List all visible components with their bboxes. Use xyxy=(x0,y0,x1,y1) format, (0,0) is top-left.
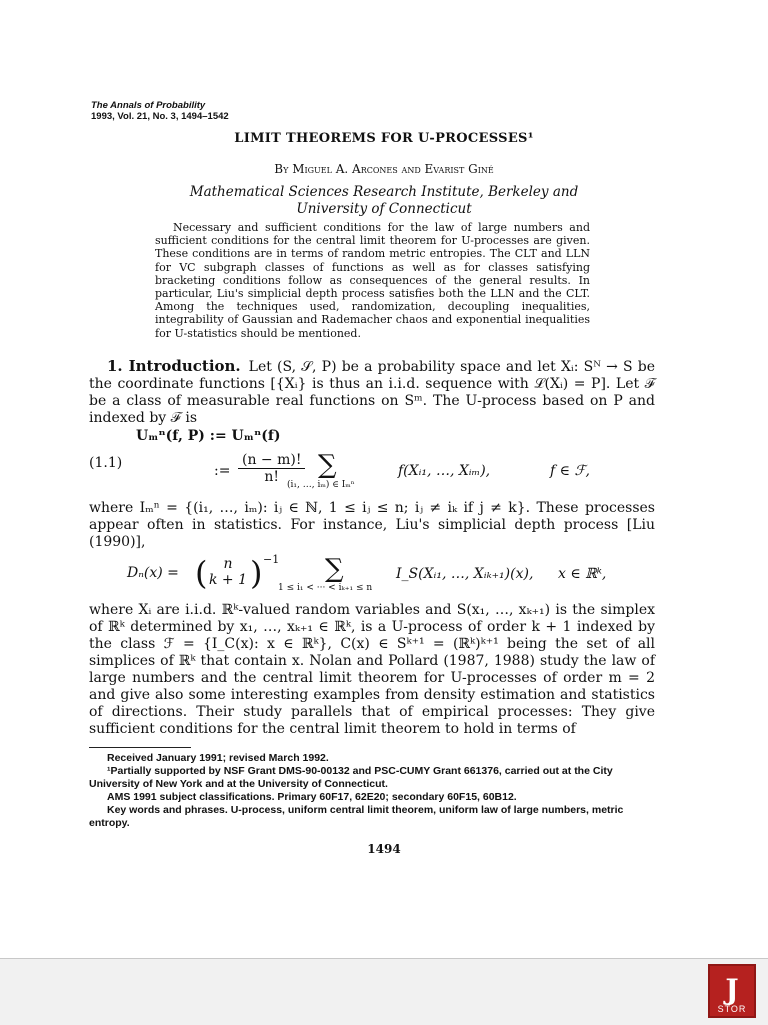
binom-left-paren: ( xyxy=(195,554,208,592)
institution xyxy=(0,184,768,218)
journal-ref: 1993, Vol. 21, No. 3, 1494–1542 xyxy=(91,111,229,122)
equation-2-summand: I_S(Xᵢ₁, …, Xᵢₖ₊₁)(x), xyxy=(396,566,534,582)
journal-header xyxy=(91,100,229,122)
binom-bottom: k + 1 xyxy=(208,572,248,588)
jstor-logo[interactable] xyxy=(708,964,756,1018)
sum-symbol-1: ∑ xyxy=(318,450,337,480)
equation-1-denominator: n! xyxy=(264,469,280,485)
equation-1-summand: f(Xᵢ₁, …, Xᵢₘ), xyxy=(398,463,491,479)
equation-1-sum-index: (i₁, …, iₘ) ∈ Iₘⁿ xyxy=(287,480,355,490)
footnote-1: ¹Partially supported by NSF Grant DMS-90-00132 and PSC-CUMY Grant 661376, carried out at the City University of New York and at the University of Connecticut. xyxy=(89,765,613,790)
equation-1-label: (1.1) xyxy=(89,455,123,471)
page-number: 1494 xyxy=(367,842,401,856)
keywords: Key words and phrases. U-process, uniform central limit theorem, uniform law of large numbers, metric entropy. xyxy=(89,804,624,829)
sum-symbol-2: ∑ xyxy=(325,554,344,584)
intro-paragraph-3: where Xᵢ are i.i.d. ℝᵏ-valued random variables and S(x₁, …, xₖ₊₁) is the simplex of ℝᵏ determined by x₁, …, xₖ₊₁ ∈ ℝᵏ, is a U-process of order k + 1 indexed by the class ℱ = {I_C(x): x ∈ ℝᵏ}, C(x) ∈ Sᵏ⁺¹ = (ℝᵏ)ᵏ⁺¹ being the set of all simplices of ℝᵏ that contain x. Nolan and Pollard (1987, 1988) study the law of large numbers and the central limit theorem for U-processes of order m = 2 and give also some interesting examples from density estimation and statistics of directions. Their study parallels that of empirical processes: They give sufficient conditions for the central limit theorem to hold in terms of xyxy=(89,602,655,737)
footnotes xyxy=(89,752,655,830)
authors: By Miguel A. Arcones and Evarist Giné xyxy=(274,162,494,176)
equation-2-binom xyxy=(206,556,250,588)
logo-letter: J xyxy=(725,973,739,1006)
institution-line1: Mathematical Sciences Research Institute, Berkeley and xyxy=(189,184,579,200)
ams-classification: AMS 1991 subject classifications. Primary 60F17, 62E20; secondary 60F15, 60B12. xyxy=(107,791,517,803)
paper-title: LIMIT THEOREMS FOR U-PROCESSES¹ xyxy=(234,131,534,146)
equation-1-numerator: (n − m)! xyxy=(238,452,305,469)
equation-1-assign: := xyxy=(214,463,231,479)
equation-1-line1: Uₘⁿ(f, P) := Uₘⁿ(f) xyxy=(136,428,281,444)
footer-bar xyxy=(0,958,768,1025)
intro-paragraph-2: where Iₘⁿ = {(i₁, …, iₘ): iⱼ ∈ ℕ, 1 ≤ iⱼ ≤ n; iⱼ ≠ iₖ if j ≠ k}. These processes appear often in statistics. For instance, Liu's simplicial depth process [Liu (1990)], xyxy=(89,500,655,550)
abstract: Necessary and sufficient conditions for the law of large numbers and sufficient conditions for the central limit theorem for U-processes are given. These conditions are in terms of random metric entropies. The CLT and LLN for VC subgraph classes of functions as well as for classes satisfying bracketing conditions follow as consequences of the general results. In particular, Liu's simplicial depth process satisfies both the LLN and the CLT. Among the techniques used, randomization, decoupling inequalities, integrability of Gaussian and Rademacher chaos and exponential inequalities for U-statistics should be mentioned. xyxy=(155,221,590,340)
equation-1-condition: f ∈ ℱ, xyxy=(550,463,590,479)
equation-2-lhs: Dₙ(x) = xyxy=(127,565,179,581)
journal-name: The Annals of Probability xyxy=(91,100,206,111)
equation-2-condition: x ∈ ℝᵏ, xyxy=(558,566,607,582)
equation-2-power: −1 xyxy=(263,553,280,566)
logo-text: STOR xyxy=(717,1004,747,1014)
intro-text-1: Let (S, 𝒮, P) be a probability space and let Xᵢ: Sᴺ → S be the coordinate functions [{Xᵢ} is thus an i.i.d. sequence with ℒ(Xᵢ) = P]. Let ℱ be a class of measurable real functions on Sᵐ. The U-process based on P and indexed by ℱ is xyxy=(89,359,655,426)
intro-paragraph-1 xyxy=(89,358,655,427)
binom-right-paren: ) xyxy=(250,554,263,592)
footnote-rule xyxy=(89,747,191,748)
received-note: Received January 1991; revised March 1992. xyxy=(107,752,329,764)
equation-2-sum-index: 1 ≤ i₁ < ··· < iₖ₊₁ ≤ n xyxy=(278,583,373,593)
section-heading: 1. Introduction. xyxy=(107,357,241,375)
institution-line2: University of Connecticut xyxy=(296,201,472,217)
binom-top: n xyxy=(223,556,233,572)
